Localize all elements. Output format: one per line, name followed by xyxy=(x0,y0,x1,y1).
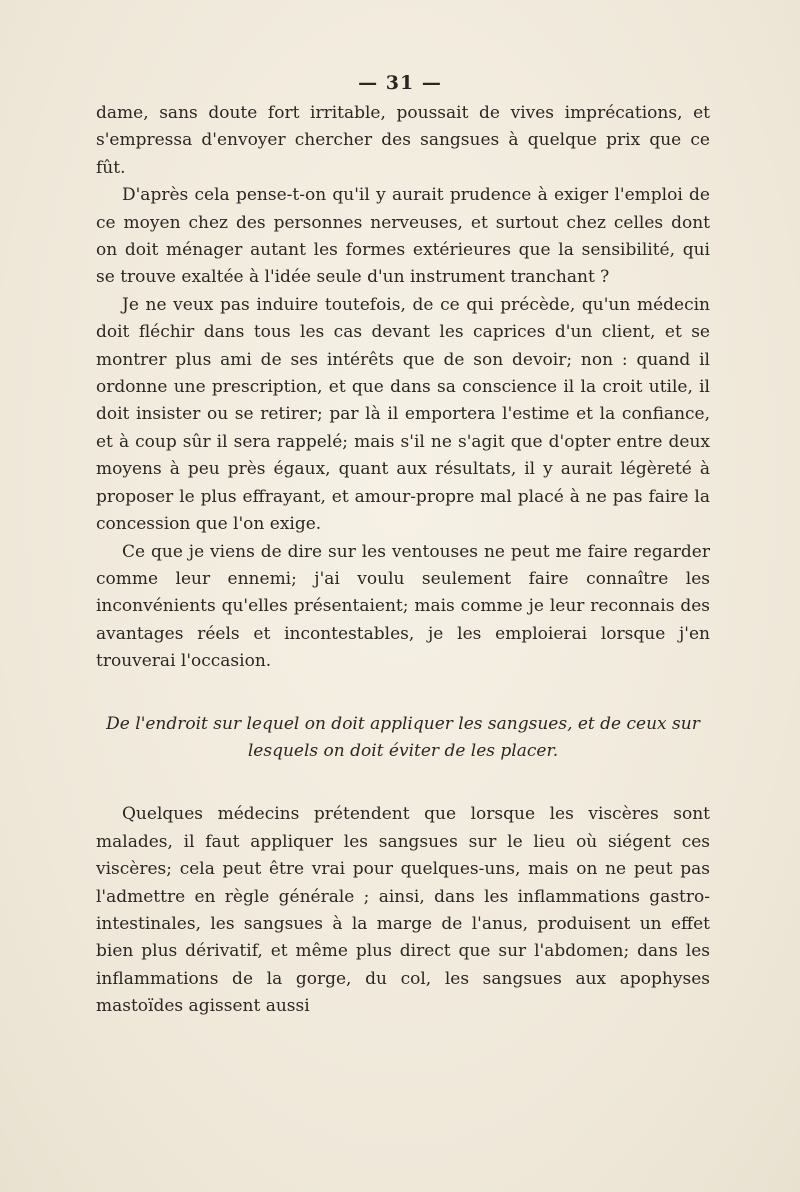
paragraph-cupping: Ce que je viens de dire sur les ventouses ne peut me faire regarder comme leur ennemi; j'ai voulu seulement faire connaître les inconvénients qu'elles présentaient; mais comme je leur reconnais des avantages réels et incontestables, je les emploierai lorsque j'en trouverai l'occasion. xyxy=(96,541,710,672)
paragraph-prudence: D'après cela pense-t-on qu'il y aurait prudence à exiger l'emploi de ce moyen chez des personnes nerveuses, et surtout chez celles dont on doit ménager autant les formes extérieures que la sensibilité, qui se trouve exaltée à l'idée seule d'un instrument tranchant ? xyxy=(96,185,710,288)
page-number: — 31 — xyxy=(358,72,442,94)
body-text xyxy=(96,100,710,1021)
section-heading xyxy=(96,711,710,766)
paragraph-application-site: Quelques médecins prétendent que lorsque les viscères sont malades, il faut appliquer les sangsues sur le lieu où siégent ces viscères; cela peut être vrai pour quelques-uns, mais on ne peut pas l'admettre en règle générale ; ainsi, dans les inflammations gastro-intestinales, les sangsues à la marge de l'anus, produisent un effet bien plus dérivatif, et même plus direct que sur l'abdomen; dans les inflammations de la gorge, du col, les sangsues aux apophyses mastoïdes agissent aussi xyxy=(96,804,710,1017)
paragraph-physician-duty: Je ne veux pas induire toutefois, de ce qui précède, qu'un médecin doit fléchir dans tous les cas devant les caprices d'un client, et se montrer plus ami de ses intérêts que de son devoir; non : quand il ordonne une prescription, et que dans sa conscience il la croit utile, il doit insister ou se retirer; par là il emportera l'estime et la confiance, et à coup sûr il sera rappelé; mais s'il ne s'agit que d'opter entre deux moyens à peu près égaux, quant aux résultats, il y aurait légèreté à proposer le plus effrayant, et amour-propre mal placé à ne pas faire la concession que l'on exige. xyxy=(96,294,710,535)
section-heading-line-1: De l'endroit sur lequel on doit appliquer les sangsues, et de ceux sur xyxy=(106,713,700,734)
paragraph-continuation: dame, sans doute fort irritable, poussait de vives imprécations, et s'empressa d'envoyer chercher des sangsues à quelque prix que ce fût. xyxy=(96,103,710,178)
section-heading-line-2: lesquels on doit éviter de les placer. xyxy=(247,740,559,761)
